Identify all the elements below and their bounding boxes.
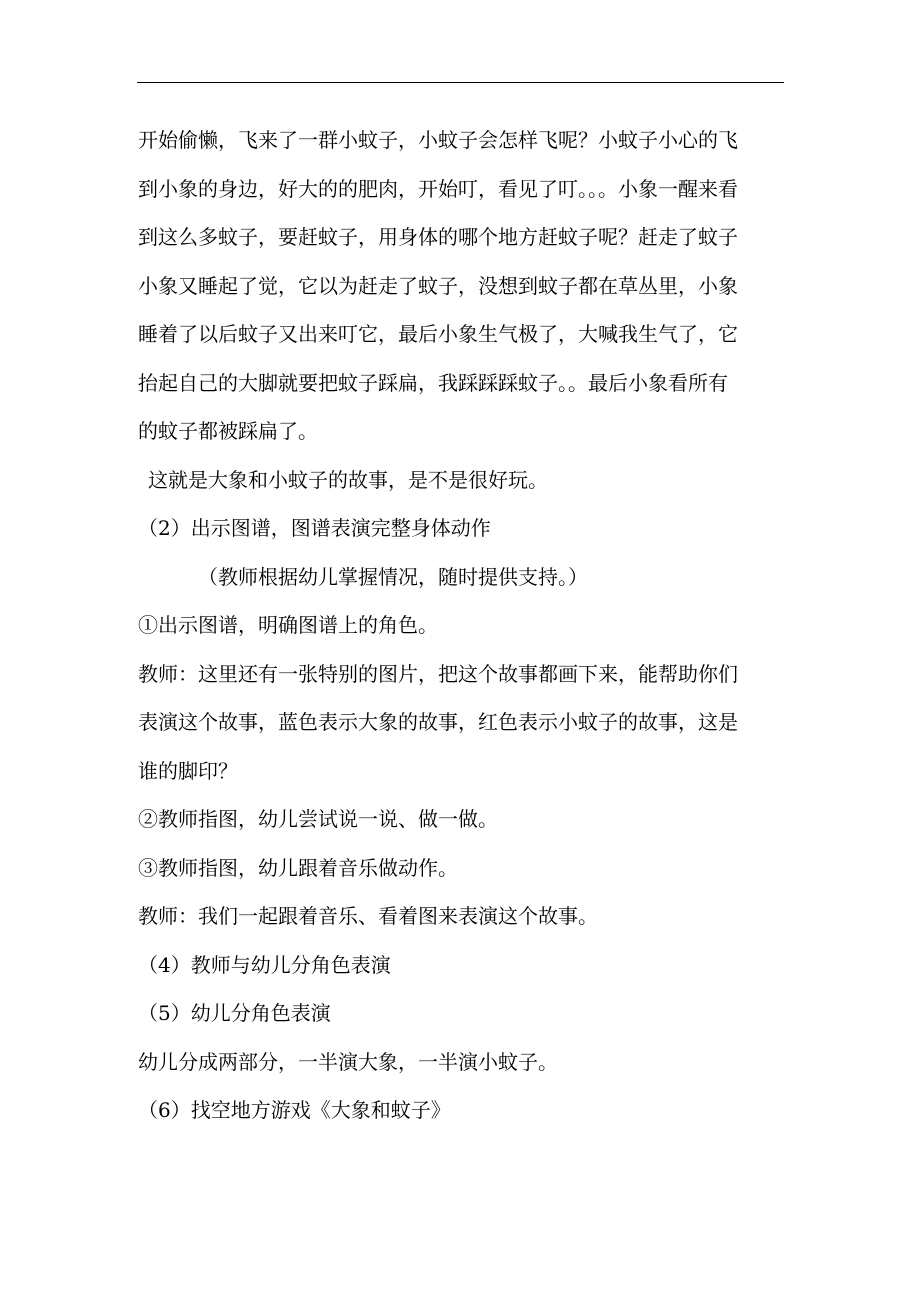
- paragraph-line: 教师：我们一起跟着音乐、看着图来表演这个故事。: [138, 904, 598, 928]
- paragraph-line: 到这么多蚊子，要赶蚊子，用身体的哪个地方赶蚊子呢？赶走了蚊子: [138, 225, 738, 249]
- header-rule: [137, 82, 784, 83]
- list-item: ①出示图谱，明确图谱上的角色。: [138, 613, 438, 637]
- paragraph-line: 抬起自己的大脚就要把蚊子踩扁，我踩踩踩蚊子。。最后小象看所有: [138, 370, 728, 395]
- paragraph-line: 教师：这里还有一张特别的图片，把这个故事都画下来，能帮助你们: [138, 661, 738, 686]
- paragraph-line: 的蚊子都被踩扁了。: [138, 419, 318, 443]
- paragraph-line: 谁的脚印？: [138, 758, 238, 783]
- section-heading: （2）出示图谱，图谱表演完整身体动作: [138, 516, 491, 540]
- paragraph-line: 开始偷懒，飞来了一群小蚊子，小蚊子会怎样飞呢？小蚊子小心的飞: [138, 128, 738, 152]
- paragraph-line: （教师根据幼儿掌握情况，随时提供支持。）: [198, 564, 588, 589]
- paragraph-line: 睡着了以后蚊子又出来叮它，最后小象生气极了，大喊我生气了，它: [138, 322, 738, 346]
- section-heading: （4）教师与幼儿分角色表演: [138, 952, 391, 977]
- paragraph-line: 到小象的身边，好大的的肥肉，开始叮，看见了叮。。。小象一醒来看: [138, 176, 738, 201]
- paragraph-line: 表演这个故事，蓝色表示大象的故事，红色表示小蚊子的故事，这是: [138, 710, 738, 734]
- paragraph-line: 幼儿分成两部分，一半演大象，一半演小蚊子。: [138, 1049, 558, 1074]
- section-heading: （6）找空地方游戏《大象和蚊子》: [138, 1098, 451, 1122]
- paragraph-line: 小象又睡起了觉，它以为赶走了蚊子，没想到蚊子都在草丛里，小象: [138, 273, 738, 298]
- paragraph-line: 这就是大象和小蚊子的故事，是不是很好玩。: [148, 467, 548, 492]
- list-item: ③教师指图，幼儿跟着音乐做动作。: [138, 855, 458, 880]
- list-item: ②教师指图，幼儿尝试说一说、做一做。: [138, 807, 498, 831]
- section-heading: （5）幼儿分角色表演: [138, 1001, 331, 1025]
- document-body: [138, 116, 786, 1135]
